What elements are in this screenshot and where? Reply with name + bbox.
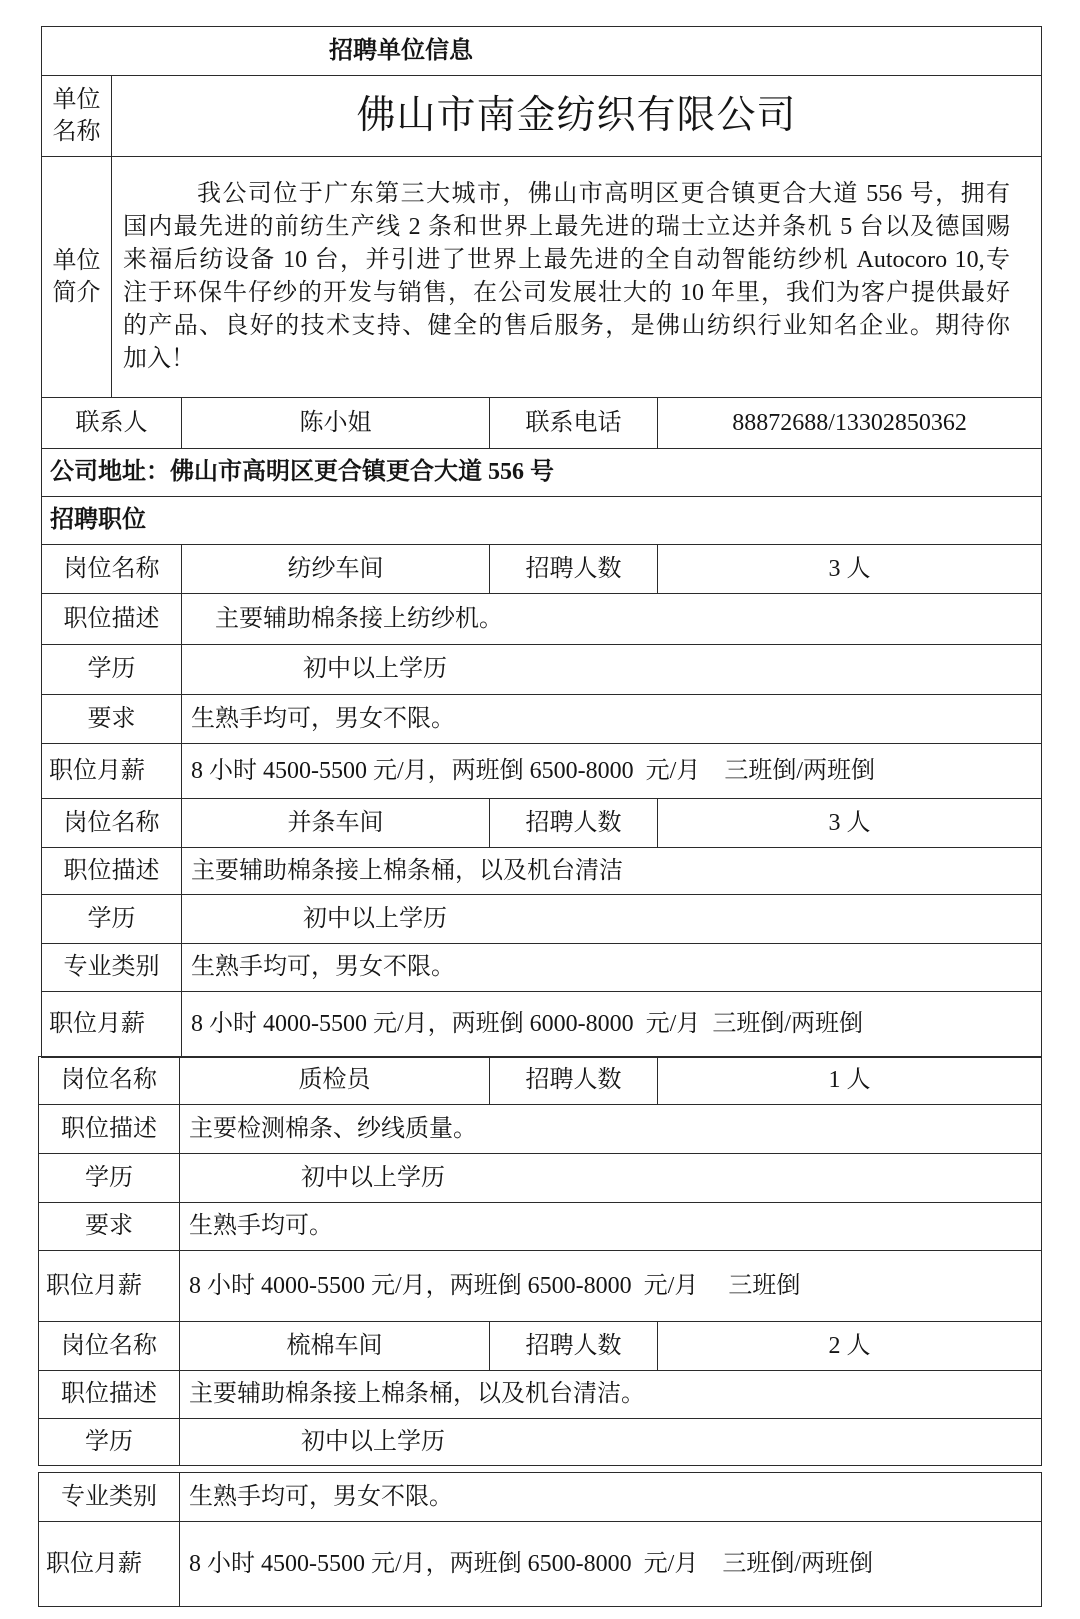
salary-value: 8 小时 4000-5500 元/月，两班倒 6500-8000 元/月 三班倒 — [180, 1251, 1042, 1322]
headcount: 1 人 — [658, 1057, 1042, 1105]
position-title: 梳棉车间 — [180, 1322, 490, 1371]
label-line: 简介 — [52, 280, 101, 306]
recruitment-table-tail — [38, 1472, 1042, 1607]
salary-value: 8 小时 4500-5500 元/月，两班倒 6500-8000 元/月 三班倒/两班倒 — [180, 1522, 1042, 1607]
detail-label: 专业类别 — [39, 1473, 180, 1522]
salary-value: 8 小时 4000-5500 元/月，两班倒 6000-8000 元/月 三班倒/两班倒 — [182, 992, 1042, 1058]
contact-phone: 88872688/13302850362 — [658, 398, 1042, 449]
detail-label: 职位月薪 — [42, 744, 182, 799]
position-title-row — [39, 1322, 1042, 1371]
intro-line: 加入！ — [123, 346, 195, 372]
position-title-row — [42, 545, 1042, 594]
detail-label: 要求 — [42, 695, 182, 744]
detail-value: 初中以上学历 — [180, 1154, 1042, 1203]
position-title-label: 岗位名称 — [42, 799, 182, 848]
company-address — [42, 449, 1042, 497]
detail-value: 生熟手均可，男女不限。 — [182, 944, 1042, 992]
detail-value: 主要辅助棉条接上棉条桶，以及机台清洁 — [182, 848, 1042, 895]
detail-label: 职位描述 — [42, 848, 182, 895]
section-title: 招聘单位信息 — [42, 27, 1042, 76]
detail-label: 职位月薪 — [42, 992, 182, 1058]
detail-label: 学历 — [42, 645, 182, 695]
headcount: 2 人 — [658, 1322, 1042, 1371]
detail-label: 学历 — [39, 1419, 180, 1466]
position-title-row — [42, 799, 1042, 848]
company-name: 佛山市南金纺织有限公司 — [112, 76, 1042, 157]
detail-value: 主要辅助棉条接上纺纱机。 — [182, 594, 1042, 645]
contact-person: 陈小姐 — [182, 398, 490, 449]
position-title-label: 岗位名称 — [42, 545, 182, 594]
headcount: 3 人 — [658, 545, 1042, 594]
contact-person-label: 联系人 — [42, 398, 182, 449]
label-line: 单位 — [52, 87, 101, 113]
position-title: 并条车间 — [182, 799, 490, 848]
position-title: 质检员 — [180, 1057, 490, 1105]
detail-label: 要求 — [39, 1203, 180, 1251]
detail-label: 学历 — [42, 895, 182, 944]
detail-label: 职位描述 — [39, 1105, 180, 1154]
contact-phone-label: 联系电话 — [490, 398, 658, 449]
recruitment-table-main — [41, 26, 1042, 1058]
detail-label: 专业类别 — [42, 944, 182, 992]
address-label: 公司地址： — [50, 459, 170, 486]
detail-value: 主要辅助棉条接上棉条桶，以及机台清洁。 — [180, 1371, 1042, 1419]
detail-label: 职位描述 — [39, 1371, 180, 1419]
address-value: 佛山市高明区更合镇更合大道 556 号 — [170, 459, 554, 486]
intro-line: 来福后纺设备 10 台，并引进了世界上最先进的全自动智能纺纱机 Autocoro 10,专 — [123, 247, 1011, 273]
position-title-label: 岗位名称 — [39, 1057, 180, 1105]
headcount: 3 人 — [658, 799, 1042, 848]
company-intro-label — [42, 157, 112, 398]
headcount-label: 招聘人数 — [490, 545, 658, 594]
detail-value: 初中以上学历 — [182, 895, 1042, 944]
detail-label: 学历 — [39, 1154, 180, 1203]
company-intro — [112, 157, 1042, 398]
detail-value: 主要检测棉条、纱线质量。 — [180, 1105, 1042, 1154]
position-title-row — [39, 1057, 1042, 1105]
detail-label: 职位月薪 — [39, 1522, 180, 1607]
headcount-label: 招聘人数 — [490, 1322, 658, 1371]
detail-value: 初中以上学历 — [182, 645, 1042, 695]
intro-line: 我公司位于广东第三大城市，佛山市高明区更合镇更合大道 556 号，拥有 — [197, 181, 1011, 207]
label-line: 单位 — [52, 248, 101, 274]
intro-line: 的产品、良好的技术支持、健全的售后服务，是佛山纺织行业知名企业。期待你 — [123, 313, 1011, 339]
detail-value: 初中以上学历 — [180, 1419, 1042, 1466]
detail-label: 职位月薪 — [39, 1251, 180, 1322]
positions-heading: 招聘职位 — [42, 497, 1042, 545]
headcount-label: 招聘人数 — [490, 799, 658, 848]
intro-line: 国内最先进的前纺生产线 2 条和世界上最先进的瑞士立达并条机 5 台以及德国赐 — [123, 214, 1011, 240]
company-name-label — [42, 76, 112, 157]
salary-value: 8 小时 4500-5500 元/月，两班倒 6500-8000 元/月 三班倒/两班倒 — [182, 744, 1042, 799]
detail-value: 生熟手均可，男女不限。 — [180, 1473, 1042, 1522]
detail-label: 职位描述 — [42, 594, 182, 645]
detail-value: 生熟手均可。 — [180, 1203, 1042, 1251]
headcount-label: 招聘人数 — [490, 1057, 658, 1105]
intro-line: 注于环保牛仔纱的开发与销售，在公司发展壮大的 10 年里，我们为客户提供最好 — [123, 280, 1011, 306]
detail-value: 生熟手均可，男女不限。 — [182, 695, 1042, 744]
recruitment-table-continued — [38, 1056, 1042, 1466]
position-title-label: 岗位名称 — [39, 1322, 180, 1371]
position-title: 纺纱车间 — [182, 545, 490, 594]
label-line: 名称 — [52, 119, 101, 145]
